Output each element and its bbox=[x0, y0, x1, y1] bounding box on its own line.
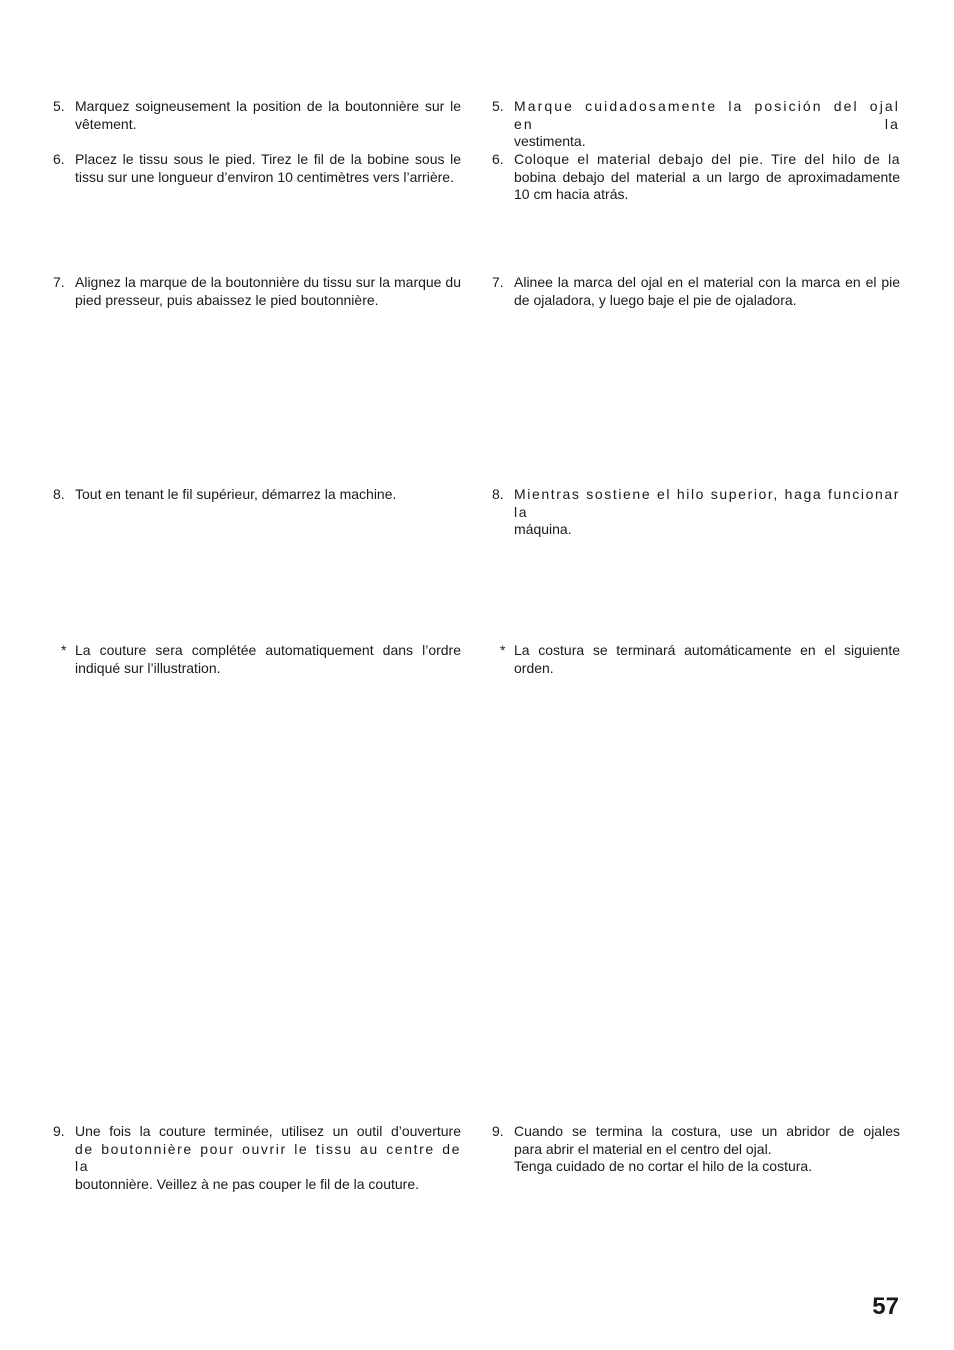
note-asterisk: * bbox=[61, 642, 67, 658]
step-number: 6. bbox=[492, 151, 504, 167]
step-text: Alinee la marca del ojal en el material con la marca en el pie de ojaladora, y luego baje el pie de ojaladora. bbox=[514, 274, 900, 308]
es-step-8 bbox=[492, 486, 900, 539]
step-number: 6. bbox=[53, 151, 65, 167]
step-text bbox=[514, 486, 900, 539]
step-text-line: para abrir el material en el centro del ojal. bbox=[514, 1140, 772, 1157]
step-number: 8. bbox=[492, 486, 504, 502]
fr-step-6 bbox=[53, 151, 461, 186]
es-step-6 bbox=[492, 151, 900, 204]
step-text-line: bobina debajo del material a un largo de aproximadamente bbox=[514, 168, 900, 185]
step-number: 8. bbox=[53, 486, 65, 502]
es-step-9 bbox=[492, 1123, 900, 1176]
page-number: 57 bbox=[872, 1293, 899, 1320]
step-text-line: máquina. bbox=[514, 521, 572, 537]
step-text: Marquez soigneusement la position de la boutonnière sur le vêtement. bbox=[75, 98, 461, 132]
step-number: 9. bbox=[492, 1123, 504, 1139]
es-step-7 bbox=[492, 274, 900, 309]
step-text-line: boutonnière. Veillez à ne pas couper le fil de la couture. bbox=[75, 1175, 420, 1192]
step-text-line: Cuando se termina la costura, use un abridor de ojales bbox=[514, 1123, 900, 1139]
step-text-line: Mientras sostiene el hilo superior, haga funcionar la bbox=[514, 486, 900, 520]
step-number: 7. bbox=[53, 274, 65, 290]
step-number: 5. bbox=[492, 98, 504, 114]
step-number: 9. bbox=[53, 1123, 65, 1139]
fr-step-5 bbox=[53, 98, 461, 133]
step-text-line: Une fois la couture terminée, utilisez un outil d’ouverture bbox=[75, 1123, 461, 1139]
note-text: La costura se terminará automáticamente en el siguiente orden. bbox=[514, 642, 900, 676]
fr-step-8 bbox=[53, 486, 461, 504]
fr-note bbox=[53, 642, 461, 677]
step-text-line: de boutonnière pour ouvrir le tissu au centre de la bbox=[75, 1140, 461, 1174]
note-text: La couture sera complétée automatiquement dans l’ordre indiqué sur l’illustration. bbox=[75, 642, 461, 676]
step-text: Alignez la marque de la boutonnière du tissu sur la marque du pied presseur, puis abaissez le pied boutonnière. bbox=[75, 274, 461, 308]
step-text-line: Marque cuidadosamente la posición del ojal en la bbox=[514, 98, 900, 132]
step-text-line: Coloque el material debajo del pie. Tire del hilo de la bbox=[514, 151, 900, 167]
step-number: 7. bbox=[492, 274, 504, 290]
note-asterisk: * bbox=[500, 642, 506, 658]
step-text bbox=[75, 1123, 461, 1193]
step-text bbox=[514, 1123, 900, 1176]
step-text bbox=[514, 151, 900, 204]
step-number: 5. bbox=[53, 98, 65, 114]
step-text: Placez le tissu sous le pied. Tirez le fil de la bobine sous le tissu sur une longueur d’environ 10 centimètres vers l’arrière. bbox=[75, 151, 461, 185]
es-note bbox=[492, 642, 900, 677]
fr-step-7 bbox=[53, 274, 461, 309]
fr-step-9 bbox=[53, 1123, 461, 1193]
step-text bbox=[514, 98, 900, 151]
es-step-5 bbox=[492, 98, 900, 151]
step-text-line: vestimenta. bbox=[514, 133, 586, 149]
step-text-line: 10 cm hacia atrás. bbox=[514, 186, 629, 202]
step-text-line: Tenga cuidado de no cortar el hilo de la costura. bbox=[514, 1158, 813, 1174]
step-text: Tout en tenant le fil supérieur, démarrez la machine. bbox=[75, 486, 397, 502]
